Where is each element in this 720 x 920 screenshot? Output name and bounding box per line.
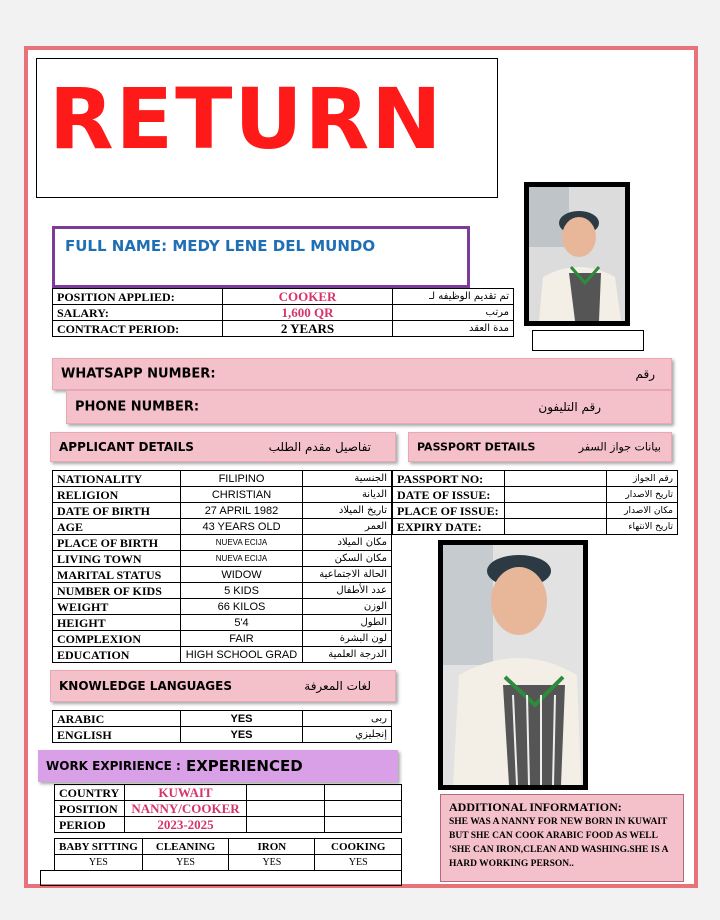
phone-bar: [66, 390, 672, 424]
table-row: [55, 817, 402, 833]
passport-label: PASSPORT NO:: [393, 471, 505, 487]
photo-caption-box: [532, 330, 644, 351]
phone-label: PHONE NUMBER:: [75, 399, 200, 415]
applicant-value: FILIPINO: [181, 471, 303, 487]
passport-arabic: تاريخ الانتهاء: [607, 519, 678, 535]
passport-details-arabic: بيانات جواز السفر: [578, 440, 661, 454]
language-arabic: ربى: [303, 711, 392, 727]
applicant-value: WIDOW: [181, 567, 303, 583]
whatsapp-label: WHATSAPP NUMBER:: [61, 366, 216, 382]
language-label: ARABIC: [53, 711, 181, 727]
skill-header: BABY SITTING: [55, 839, 143, 855]
applicant-table: [52, 470, 392, 663]
applicant-arabic: مكان الميلاد: [303, 535, 392, 551]
table-row: [53, 631, 392, 647]
return-title: RETURN: [49, 70, 444, 168]
contract-arabic: مدة العقد: [393, 321, 514, 337]
whatsapp-arabic: رقم: [635, 367, 655, 381]
passport-value: [505, 471, 607, 487]
language-arabic: إنجليزي: [303, 727, 392, 743]
additional-info-title: ADDITIONAL INFORMATION:: [449, 800, 622, 814]
applicant-details-bar: [50, 432, 396, 462]
applicant-arabic: الدرجة العلمية: [303, 647, 392, 663]
work-experience-bar: [38, 750, 398, 782]
applicant-arabic: لون البشرة: [303, 631, 392, 647]
passport-value: [505, 503, 607, 519]
language-value: YES: [181, 727, 303, 743]
skill-value: YES: [229, 855, 315, 871]
table-row: [53, 503, 392, 519]
applicant-value: 5'4: [181, 615, 303, 631]
person-photo-icon: [529, 187, 625, 321]
language-value: YES: [181, 711, 303, 727]
language-label: ENGLISH: [53, 727, 181, 743]
whatsapp-bar: [52, 358, 672, 390]
photo-portrait-small: [524, 182, 630, 326]
period-value: 2023-2025: [125, 817, 247, 833]
full-name: FULL NAME: MEDY LENE DEL MUNDO: [65, 237, 376, 255]
passport-details-bar: [408, 432, 672, 462]
table-row: [55, 839, 402, 855]
applicant-label: NATIONALITY: [53, 471, 181, 487]
applicant-label: RELIGION: [53, 487, 181, 503]
salary-label: SALARY:: [53, 305, 223, 321]
passport-label: PLACE OF ISSUE:: [393, 503, 505, 519]
table-row: [55, 785, 402, 801]
skill-value: YES: [142, 855, 229, 871]
applicant-arabic: الوزن: [303, 599, 392, 615]
applicant-arabic: عدد الأطفال: [303, 583, 392, 599]
applicant-label: COMPLEXION: [53, 631, 181, 647]
applicant-label: WEIGHT: [53, 599, 181, 615]
work-experience-label: WORK EXPIRIENCE :: [46, 759, 181, 773]
applicant-value: FAIR: [181, 631, 303, 647]
knowledge-languages-arabic: لغات المعرفة: [304, 679, 371, 693]
table-row: [53, 567, 392, 583]
position-label: POSITION APPLIED:: [53, 289, 223, 305]
applicant-label: EDUCATION: [53, 647, 181, 663]
table-row: [53, 519, 392, 535]
period-label: PERIOD: [55, 817, 125, 833]
applicant-arabic: العمر: [303, 519, 392, 535]
applicant-value: 5 KIDS: [181, 583, 303, 599]
photo-portrait-large: [438, 540, 588, 790]
applicant-value: NUEVA ECIJA: [181, 551, 303, 567]
passport-arabic: رقم الجواز: [607, 471, 678, 487]
full-name-box: [52, 226, 470, 288]
applicant-value: 27 APRIL 1982: [181, 503, 303, 519]
table-row: [53, 321, 514, 337]
table-row: [393, 487, 678, 503]
table-row: [53, 615, 392, 631]
country-value: KUWAIT: [125, 785, 247, 801]
table-row: [393, 519, 678, 535]
skill-header: IRON: [229, 839, 315, 855]
skill-value: YES: [315, 855, 402, 871]
applicant-value: 43 YEARS OLD: [181, 519, 303, 535]
table-row: [393, 471, 678, 487]
knowledge-languages-label: KNOWLEDGE LANGUAGES: [59, 679, 232, 693]
bottom-empty-box: [40, 870, 402, 886]
applicant-arabic: الحالة الاجتماعية: [303, 567, 392, 583]
position-label: POSITION: [55, 801, 125, 817]
applicant-details-label: APPLICANT DETAILS: [59, 440, 194, 454]
applicant-arabic: الديانة: [303, 487, 392, 503]
table-row: [53, 711, 392, 727]
applicant-value: NUEVA ECIJA: [181, 535, 303, 551]
contract-label: CONTRACT PERIOD:: [53, 321, 223, 337]
person-photo-icon: [443, 545, 583, 785]
salary-value: 1,600 QR: [223, 305, 393, 321]
table-row: [53, 599, 392, 615]
phone-arabic: رقم التليفون: [538, 400, 601, 414]
skill-header: CLEANING: [142, 839, 229, 855]
applicant-arabic: الجنسية: [303, 471, 392, 487]
table-row: [393, 503, 678, 519]
additional-info-body: SHE WAS A NANNY FOR NEW BORN IN KUWAIT BUT SHE CAN COOK ARABIC FOOD AS WELL 'SHE CAN IRON,CLEAN AND WASHING.SHE IS A HARD WORKING PERSON..: [449, 817, 668, 869]
salary-arabic: مرتب: [393, 305, 514, 321]
passport-arabic: مكان الاصدار: [607, 503, 678, 519]
passport-table: [392, 470, 678, 535]
skills-table: [54, 838, 402, 871]
table-row: [55, 855, 402, 871]
applicant-value: HIGH SCHOOL GRAD: [181, 647, 303, 663]
applicant-details-arabic: تفاصيل مقدم الطلب: [268, 440, 371, 454]
applicant-label: AGE: [53, 519, 181, 535]
table-row: [53, 727, 392, 743]
table-row: [53, 471, 392, 487]
applicant-value: CHRISTIAN: [181, 487, 303, 503]
position-value: COOKER: [223, 289, 393, 305]
applicant-arabic: مكان السكن: [303, 551, 392, 567]
applicant-arabic: تاريخ الميلاد: [303, 503, 392, 519]
applicant-label: PLACE OF BIRTH: [53, 535, 181, 551]
applicant-label: NUMBER OF KIDS: [53, 583, 181, 599]
knowledge-languages-bar: [50, 670, 396, 702]
table-row: [53, 487, 392, 503]
applicant-label: MARITAL STATUS: [53, 567, 181, 583]
applicant-label: LIVING TOWN: [53, 551, 181, 567]
table-row: [53, 535, 392, 551]
contract-value: 2 YEARS: [223, 321, 393, 337]
position-arabic: تم تقديم الوظيفه لـ: [393, 289, 514, 305]
cv-page: [24, 46, 698, 888]
passport-arabic: تاريخ الاصدار: [607, 487, 678, 503]
passport-value: [505, 519, 607, 535]
table-row: [53, 647, 392, 663]
experience-table: [54, 784, 402, 833]
table-row: [53, 289, 514, 305]
applicant-arabic: الطول: [303, 615, 392, 631]
passport-value: [505, 487, 607, 503]
table-row: [53, 551, 392, 567]
table-row: [53, 583, 392, 599]
skill-value: YES: [55, 855, 143, 871]
passport-label: DATE OF ISSUE:: [393, 487, 505, 503]
table-row: [53, 305, 514, 321]
passport-details-label: PASSPORT DETAILS: [417, 440, 536, 454]
applicant-label: HEIGHT: [53, 615, 181, 631]
applicant-label: DATE OF BIRTH: [53, 503, 181, 519]
position-value: NANNY/COOKER: [125, 801, 247, 817]
passport-label: EXPIRY DATE:: [393, 519, 505, 535]
skill-header: COOKING: [315, 839, 402, 855]
applicant-value: 66 KILOS: [181, 599, 303, 615]
country-label: COUNTRY: [55, 785, 125, 801]
additional-info-box: [440, 794, 684, 882]
languages-table: [52, 710, 392, 743]
work-experience-value: EXPERIENCED: [186, 757, 303, 775]
return-box: [36, 58, 498, 198]
position-table: [52, 288, 514, 337]
table-row: [55, 801, 402, 817]
